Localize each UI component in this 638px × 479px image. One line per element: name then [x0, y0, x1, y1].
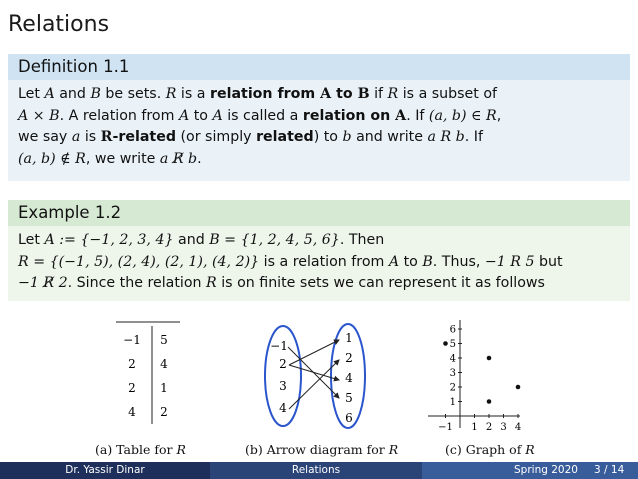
- y-tick-label: 1: [449, 397, 456, 408]
- table-cell: 4: [160, 357, 168, 371]
- codomain-element: 2: [345, 351, 353, 365]
- example-line: Let A := {−1, 2, 3, 4} and B = {1, 2, 4, 5, 6}. Then: [18, 232, 385, 248]
- table-cell: 2: [128, 357, 136, 371]
- domain-element: 2: [279, 357, 287, 371]
- table-cell: −1: [123, 333, 141, 347]
- x-tick-label: −1: [438, 422, 453, 433]
- relation-graph: [420, 316, 530, 440]
- table-cell: 1: [160, 381, 168, 395]
- definition-block: [8, 54, 630, 181]
- example-block: [8, 200, 630, 301]
- codomain-element: 1: [345, 331, 353, 345]
- table-cell: 2: [160, 405, 168, 419]
- graph-point: [487, 399, 492, 404]
- x-tick-label: 2: [485, 422, 493, 433]
- example-line: R = {(−1, 5), (2, 4), (2, 1), (4, 2)} is a relation from A to B. Thus, −1 R 5 but: [18, 253, 563, 270]
- arrow-diagram: [255, 320, 375, 432]
- graph-point: [516, 385, 521, 390]
- graph-point: [487, 356, 492, 361]
- codomain-element: 5: [345, 391, 353, 405]
- y-tick-label: 4: [449, 353, 456, 365]
- footer-bar: [0, 462, 638, 479]
- relation-table: [110, 312, 190, 430]
- y-tick-label: 5: [449, 339, 456, 350]
- graph-point: [443, 341, 448, 346]
- definition-line: (a, b) ∉ R, we write a R̸ b.: [18, 150, 202, 167]
- example-heading: Example 1.2: [8, 200, 630, 226]
- domain-element: 4: [279, 401, 287, 415]
- example-body: [8, 226, 630, 301]
- graph-caption: (c) Graph of R: [445, 442, 535, 457]
- definition-line: A × B. A relation from A to A is called a relation on A. If (a, b) ∈ R,: [18, 107, 502, 124]
- y-tick-label: 3: [449, 368, 456, 379]
- codomain-element: 6: [345, 411, 353, 425]
- x-tick-label: 3: [500, 422, 507, 433]
- definition-line: we say a is R-related (or simply related) to b and write a R b. If: [18, 129, 483, 145]
- y-tick-label: 2: [449, 382, 456, 394]
- definition-line: Let A and B be sets. R is a relation from A to B if R is a subset of: [18, 86, 498, 102]
- domain-element: −1: [270, 339, 288, 353]
- figures-area: [0, 312, 638, 462]
- example-line: −1 R̸ 2. Since the relation R is on finite sets we can represent it as follows: [18, 275, 545, 291]
- table-cell: 2: [128, 381, 136, 395]
- footer-date: Spring 2020: [514, 464, 578, 476]
- footer-right: [422, 462, 638, 479]
- definition-body: [8, 80, 630, 181]
- table-cell: 5: [160, 333, 168, 347]
- arrow-caption: (b) Arrow diagram for R: [245, 442, 399, 457]
- codomain-element: 4: [345, 371, 353, 385]
- domain-element: 3: [279, 379, 287, 393]
- slide-title: Relations: [8, 12, 110, 37]
- footer-section: Relations: [210, 462, 422, 479]
- x-tick-label: 1: [471, 422, 478, 433]
- footer-author: Dr. Yassir Dinar: [0, 462, 210, 479]
- x-tick-label: 4: [514, 422, 522, 433]
- y-tick-label: 6: [449, 324, 456, 336]
- table-caption: (a) Table for R: [95, 442, 186, 457]
- table-cell: 4: [128, 405, 136, 419]
- definition-heading: Definition 1.1: [8, 54, 630, 80]
- footer-page-number: 3 / 14: [594, 464, 625, 476]
